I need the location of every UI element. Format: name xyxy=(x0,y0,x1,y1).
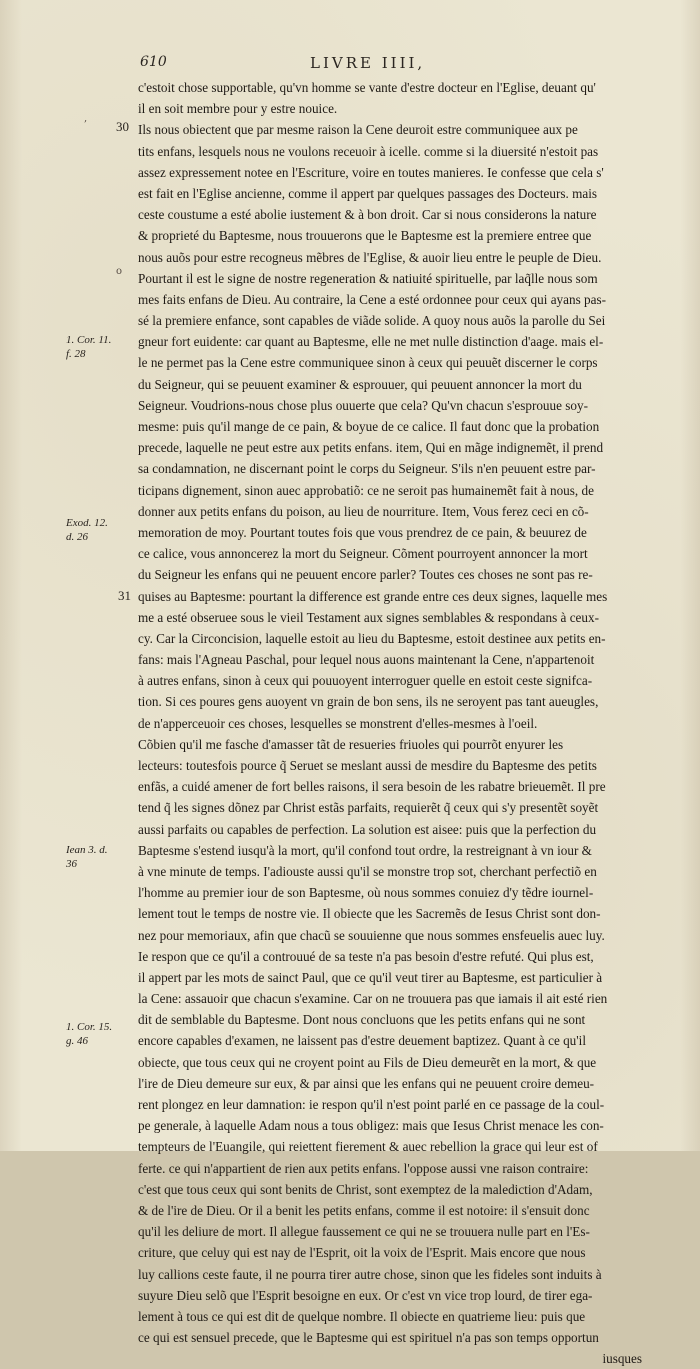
page-number: 610 xyxy=(140,54,167,70)
margin-reference-book: 1. Cor. 11. xyxy=(66,334,112,346)
margin-reference-book: Iean 3. d. xyxy=(66,844,108,856)
margin-reference xyxy=(66,333,130,361)
text-line: mes faits enfans de Dieu. Au contraire, la Cene a esté ordonnee pour ceux qui ayans pas- xyxy=(138,291,606,307)
text-line: lement tout le temps de nostre vie. Il obiecte que les Sacremẽs de Iesus Christ sont don- xyxy=(138,906,601,922)
text-line: Ie respon que ce qu'il a controuué de sa teste n'a pas besoin d'estre refuté. Qui plus est, xyxy=(138,948,594,964)
margin-reference-book: Exod. 12. xyxy=(66,517,108,529)
text-line: l'ire de Dieu demeure sur eux, & par ainsi que les enfans qui ne peuuent croire demeu- xyxy=(138,1075,595,1091)
text-line: Ils nous obiectent que par mesme raison la Cene deuroit estre communiquee aux pe xyxy=(138,122,578,138)
text-line: l'homme au premier iour de son Baptesme, où nous sommes conuiez d'y tẽdre iournel- xyxy=(138,885,594,901)
text-line: tempteurs de l'Euangile, qui reiettent fierement & auec rebellion la grace qui leur est of xyxy=(138,1139,598,1155)
text-line: lecteurs: toutesfois pource q̃ Seruet se meslant aussi de mesdire du Baptesme des petits xyxy=(138,758,597,773)
text-line: il en soit membre pour y estre nouice. xyxy=(138,101,338,117)
page-header xyxy=(140,54,640,76)
text-line: c'estoit chose supportable, qu'vn homme se vante d'estre docteur en l'Eglise, deuant qu' xyxy=(138,80,596,95)
text-line: iusques xyxy=(602,1351,642,1367)
section-marker-31: 31 xyxy=(118,588,131,603)
text-line: tits enfans, lesquels nous ne voulons receuoir à icelle. comme si la diuersité n'estoit pas xyxy=(138,143,599,159)
text-line: lement à tous ce qui est dit de quelque nombre. Il obiecte en quatrieme lieu: puis que xyxy=(138,1308,586,1324)
text-line: sé la premiere enfance, sont capables de viãde solide. A quoy nous auõs la parolle du Sei xyxy=(138,313,606,329)
text-line: encore capables d'examen, ne laissent pas d'estre deuement baptizez. Quant à ce qu'il xyxy=(138,1033,586,1049)
margin-reference xyxy=(66,843,130,871)
text-line: est fait en l'Eglise ancienne, comme il appert par quelques passages des Docteurs. mais xyxy=(138,185,598,201)
running-title: LIVRE IIII, xyxy=(310,54,426,72)
text-line: ticipans dignement, sinon auec approbatiõ: ce ne seroit pas humainemẽt fait à nous, de xyxy=(138,482,594,498)
text-line: ceste coustume a esté abolie iustement & à bon droit. Car si nous considerons la nature xyxy=(138,207,597,223)
text-line: precede, laquelle ne peut estre aux petits enfans. item, Qui en mãge indignemẽt, il prend xyxy=(138,440,604,456)
text-line: à autres enfans, sinon à ceux qui pouuoyent interroguer quelle en estoit ceste signifca- xyxy=(138,673,593,689)
text-line: criture, que celuy qui est nay de l'Esprit, oit la voix de l'Esprit. Mais encore que nous xyxy=(138,1245,586,1261)
text-line: Cõbien qu'il me fasche d'amasser tãt de resueries friuoles qui pourrõt enyurer les xyxy=(138,736,564,752)
text-line: me a esté obseruee sous le vieil Testament aux signes semblables & respondans à ceux- xyxy=(138,609,599,625)
text-line: à vne minute de temps. I'adiouste aussi qu'il se monstre trop sot, cherchant perfectiõ en xyxy=(138,863,597,879)
text-line: mesme: puis qu'il mange de ce pain, & boyue de ce calice. Il faut donc que la probation xyxy=(138,419,600,434)
text-line: enfãs, a cuidé amener de fort belles raisons, il sera besoin de les rabatre brieuemẽt. Il pre xyxy=(138,779,606,795)
text-line: dit de semblable du Baptesme. Dont nous concluons que les petits enfans qui ne sont xyxy=(138,1012,586,1028)
text-line: Baptesme s'estend iusqu'à la mort, qu'il confond tout ordre, la restreignant à vn iour & xyxy=(138,842,592,858)
text-line: Seigneur. Voudrions-nous chose plus ouuerte que cela? Qu'vn chacun s'esprouue soy- xyxy=(138,397,588,413)
text-line: le ne permet pas la Cene estre communiquee sinon à ceux qui peuuẽt discerner le corps xyxy=(138,355,598,371)
text-line: quises au Baptesme: pourtant la difference est grande entre ces deux signes, laquelle mes xyxy=(138,588,608,604)
text-line: luy callions ceste faute, il ne pourra tirer autre chose, sinon que les fideles sont induits à xyxy=(138,1266,602,1282)
text-line: ferte. ce qui n'appartient de rien aux petits enfans. l'oppose aussi vne raison contraire: xyxy=(138,1160,589,1176)
text-line: donner aux petits enfans du poison, au lieu de nourriture. Item, Vous ferez ceci en cõ- xyxy=(138,503,589,519)
text-line: sa condamnation, ne discernant point le corps du Seigneur. S'ils n'en peuuent estre par- xyxy=(138,461,596,477)
margin-reference-verse: d. 26 xyxy=(66,531,88,543)
text-line: ce qui est sensuel precede, que le Baptesme qui est spirituel n'a pas son temps opportun xyxy=(138,1330,599,1346)
text-line: memoration de moy. Pourtant toutes fois que vous prendrez de ce pain, & beuurez de xyxy=(138,524,587,540)
body-text xyxy=(138,77,642,1369)
text-line: nous auõs pour estre recogneus mẽbres de l'Eglise, & auoir lieu entre le peuple de Dieu. xyxy=(138,249,602,265)
text-line: rent plongez en leur damnation: ie respon qu'il n'est point parlé en ce passage de la coul- xyxy=(138,1097,605,1112)
margin-reference xyxy=(66,516,130,544)
text-line: il appert par les mots de sainct Paul, que ce qu'il veut tirer au Baptesme, est particulier à xyxy=(138,969,603,985)
margin-reference-verse: 36 xyxy=(66,858,77,870)
text-line: & proprieté du Baptesme, nous trouuerons que le Baptesme est la premiere entree que xyxy=(138,228,592,244)
text-line: la Cene: assauoir que chacun s'examine. Car on ne trouuera pas que iamais il ait esté rien xyxy=(138,991,608,1007)
text-line: du Seigneur, qui se peuuent examiner & esprouuer, qui peuuent annoncer la mort du xyxy=(138,376,582,392)
margin-reference-book: 1. Cor. 15. xyxy=(66,1021,113,1033)
text-line: aussi parfaits ou capables de perfection. La solution est aisee: puis que la perfection du xyxy=(138,821,597,837)
text-line: obiecte, que tous ceux qui ne croyent point au Fils de Dieu demeurẽt en la mort, & que xyxy=(138,1054,597,1070)
text-line: cy. Car la Circoncision, laquelle estoit au lieu du Baptesme, estoit destinee aux petits en- xyxy=(138,630,606,646)
section-marker-30: 30 xyxy=(116,119,129,134)
text-line: tend q̃ les signes dõnez par Christ estãs parfaits, requierẽt q̃ ceux qui s'y presentẽt soyẽt xyxy=(138,800,599,816)
text-line: du Seigneur les enfans qui ne peuuent encore parler? Toutes ces choses ne sont pas re- xyxy=(138,567,593,583)
text-line: Pourtant il est le signe de nostre regeneration & natiuité spirituelle, par laq̃lle nous som xyxy=(138,270,598,286)
text-line: c'est que tous ceux qui sont benits de Christ, sont exemptez de la malediction d'Adam, xyxy=(138,1181,593,1197)
text-line: assez expressement notee en l'Escriture, voire en toutes manieres. Ie confesse que cela s' xyxy=(138,164,604,180)
text-line: suyure Dieu selõ que l'Esprit besoigne en eux. Or c'est vn vice trop lourd, de tirer ega- xyxy=(138,1287,593,1303)
margin-reference-verse: f. 28 xyxy=(66,348,86,360)
text-line: & de l'ire de Dieu. Or il a benit les petits enfans, comme il est notoire: il s'ensuit donc xyxy=(138,1202,590,1218)
margin-reference-verse: g. 46 xyxy=(66,1035,88,1047)
margin-ink-dot: o xyxy=(116,266,123,277)
text-line: gneur fort euidente: car quant au Baptesme, elle ne met nulle distinction d'aage. mais el- xyxy=(138,334,604,350)
text-line: fans: mais l'Agneau Paschal, pour lequel nous auons maintenant la Cene, n'appartenoit xyxy=(138,652,595,668)
text-line: de n'apperceuoir ces choses, lesquelles se monstrent d'elles-mesmes à l'oeil. xyxy=(138,715,538,731)
margin-ink-dot: , xyxy=(84,113,88,124)
text-line: tion. Si ces poures gens auoyent vn grain de bon sens, ils ne seroyent pas tant aueugles, xyxy=(138,694,599,710)
text-line: ce calice, vous annoncerez la mort du Seigneur. Cõment pourroyent annoncer la mort xyxy=(138,546,588,562)
text-line: nez pour memoriaux, afin que chacũ se souuienne que nous sommes ensfeuelis auec luy. xyxy=(138,927,605,943)
text-line: qu'il les deliure de mort. Il allegue faussement ce qui ne se trouuera nulle part en l'Es- xyxy=(138,1224,590,1240)
margin-reference xyxy=(66,1020,130,1048)
text-line: pe generale, à laquelle Adam nous a tous obligez: mais que Iesus Christ menace les con- xyxy=(138,1118,604,1134)
